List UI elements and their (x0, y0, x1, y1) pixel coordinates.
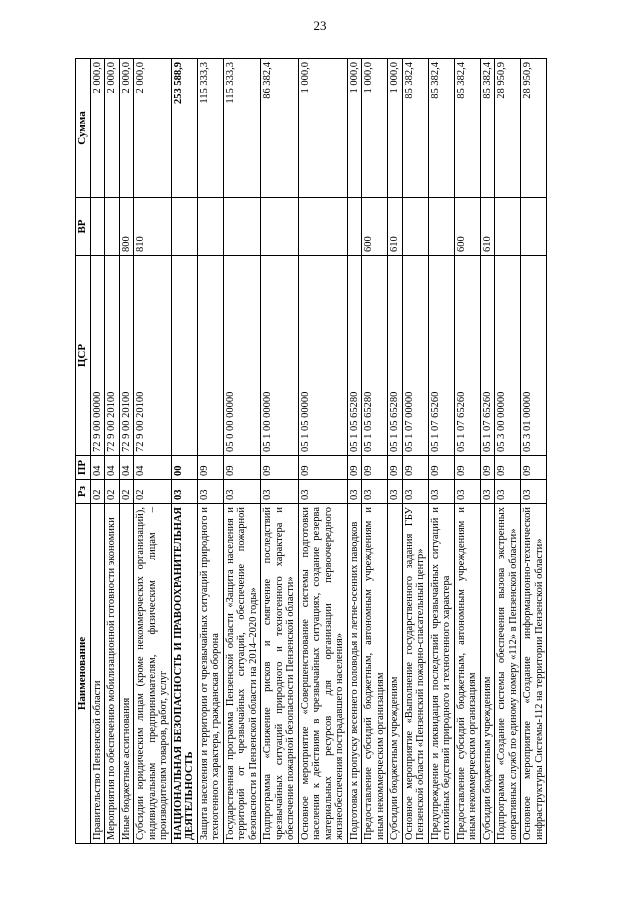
cell-sum: 85 382,4 (402, 59, 428, 198)
cell-csr (171, 256, 197, 456)
cell-vr (197, 198, 223, 256)
cell-sum: 2 000,0 (119, 59, 134, 198)
cell-vr (261, 198, 299, 256)
cell-pr: 04 (90, 456, 105, 480)
cell-pr: 09 (261, 456, 299, 480)
cell-vr (521, 198, 547, 256)
cell-name: Основное мероприятие «Выполнение государственного задания ГБУ Пензенской области «Пензенский пожарно-спасательный центр» (402, 504, 428, 844)
cell-sum: 2 000,0 (90, 59, 105, 198)
cell-csr: 05 1 05 65280 (362, 256, 388, 456)
cell-csr: 05 3 01 00000 (521, 256, 547, 456)
cell-csr: 05 3 00 00000 (495, 256, 521, 456)
cell-pr: 09 (454, 456, 480, 480)
cell-pr: 09 (495, 456, 521, 480)
table-row (223, 59, 261, 844)
cell-vr: 800 (119, 198, 134, 256)
table-row (428, 59, 454, 844)
header-name: Наименование (76, 504, 91, 844)
cell-csr: 72 9 00 00000 (90, 256, 105, 456)
cell-rz: 03 (454, 480, 480, 504)
cell-vr (298, 198, 347, 256)
cell-vr: 810 (134, 198, 172, 256)
cell-vr: 610 (388, 198, 403, 256)
table-row (402, 59, 428, 844)
cell-name: Подготовка к пропуску весеннего половодья и летне-осенних паводков (347, 504, 362, 844)
cell-name: Государственная программа Пензенской области «Защита населения и территорий от чрезвычайных ситуаций, обеспечение пожарной безопасности в Пензенской области на 2014–2020 годы» (223, 504, 261, 844)
cell-rz: 03 (261, 480, 299, 504)
cell-sum: 1 000,0 (388, 59, 403, 198)
table-row (197, 59, 223, 844)
cell-name: НАЦИОНАЛЬНАЯ БЕЗОПАСНОСТЬ И ПРАВООХРАНИТЕЛЬНАЯ ДЕЯТЕЛЬНОСТЬ (171, 504, 197, 844)
table-row (480, 59, 495, 844)
cell-sum: 85 382,4 (428, 59, 454, 198)
cell-rz: 03 (171, 480, 197, 504)
rotated-table-container (75, 59, 565, 844)
cell-pr: 09 (388, 456, 403, 480)
cell-vr: 600 (362, 198, 388, 256)
table-row (171, 59, 197, 844)
cell-rz: 03 (197, 480, 223, 504)
cell-pr: 04 (134, 456, 172, 480)
cell-sum: 28 950,9 (521, 59, 547, 198)
cell-name: Иные бюджетные ассигнования (119, 504, 134, 844)
cell-pr: 09 (428, 456, 454, 480)
cell-csr: 05 1 07 00000 (402, 256, 428, 456)
cell-csr: 05 1 07 65260 (428, 256, 454, 456)
cell-name: Субсидии юридическим лицам (кроме некоммерческих организаций), индивидуальным предпринимателям, физическим лицам – производителям товаров, работ, услуг (134, 504, 172, 844)
table-row (298, 59, 347, 844)
cell-rz: 03 (298, 480, 347, 504)
header-vr: ВР (76, 198, 91, 256)
cell-vr (402, 198, 428, 256)
cell-rz: 02 (90, 480, 105, 504)
cell-sum: 1 000,0 (362, 59, 388, 198)
cell-vr (347, 198, 362, 256)
cell-csr (197, 256, 223, 456)
cell-sum: 1 000,0 (347, 59, 362, 198)
cell-name: Основное мероприятие «Совершенствование системы подготовки населения к действиям в чрезвычайных ситуациях, создание резерва материальных ресурсов для организации первоочередного жизнеобеспечения пострадавшего населения» (298, 504, 347, 844)
cell-csr: 05 1 07 65260 (454, 256, 480, 456)
cell-vr (495, 198, 521, 256)
cell-rz: 03 (223, 480, 261, 504)
cell-pr: 09 (362, 456, 388, 480)
cell-sum: 85 382,4 (480, 59, 495, 198)
cell-vr (223, 198, 261, 256)
cell-name: Предоставление субсидий бюджетным, автономным учреждениям и иным некоммерческим организациям (362, 504, 388, 844)
cell-sum: 86 382,4 (261, 59, 299, 198)
cell-name: Мероприятия по обеспечению мобилизационной готовности экономики (105, 504, 120, 844)
cell-csr: 72 9 00 20100 (105, 256, 120, 456)
cell-pr: 09 (480, 456, 495, 480)
cell-vr (105, 198, 120, 256)
cell-rz: 03 (480, 480, 495, 504)
cell-csr: 05 1 05 00000 (298, 256, 347, 456)
cell-name: Правительство Пензенской области (90, 504, 105, 844)
table-row (134, 59, 172, 844)
cell-name: Субсидии бюджетным учреждениям (480, 504, 495, 844)
header-pr: ПР (76, 456, 91, 480)
cell-name: Предоставление субсидий бюджетным, автономным учреждениям и иным некоммерческим организациям (454, 504, 480, 844)
cell-pr: 09 (298, 456, 347, 480)
cell-csr: 72 9 00 20100 (119, 256, 134, 456)
header-csr: ЦСР (76, 256, 91, 456)
table-row (454, 59, 480, 844)
table-row (362, 59, 388, 844)
cell-vr (171, 198, 197, 256)
cell-sum: 2 000,0 (105, 59, 120, 198)
cell-vr: 610 (480, 198, 495, 256)
cell-vr (428, 198, 454, 256)
cell-name: Подпрограмма «Создание системы обеспечения вызова экстренных оперативных служб по единому номеру «112» в Пензенской области» (495, 504, 521, 844)
table-row (495, 59, 521, 844)
cell-pr: 09 (197, 456, 223, 480)
cell-sum: 253 588,9 (171, 59, 197, 198)
cell-rz: 03 (495, 480, 521, 504)
cell-rz: 03 (521, 480, 547, 504)
cell-name: Предупреждение и ликвидация последствий чрезвычайных ситуаций и стихийных бедствий природного и техногенного характера (428, 504, 454, 844)
table-row (347, 59, 362, 844)
table-row (261, 59, 299, 844)
cell-name: Основное мероприятие «Создание информационно-технической инфраструктуры Системы-112 на территории Пензенской области» (521, 504, 547, 844)
cell-rz: 02 (105, 480, 120, 504)
cell-csr: 05 1 05 65280 (347, 256, 362, 456)
budget-table (75, 58, 547, 844)
cell-csr: 05 1 07 65260 (480, 256, 495, 456)
cell-vr (90, 198, 105, 256)
table-row (105, 59, 120, 844)
cell-pr: 04 (105, 456, 120, 480)
cell-pr: 00 (171, 456, 197, 480)
cell-pr: 09 (223, 456, 261, 480)
cell-csr: 05 1 05 65280 (388, 256, 403, 456)
cell-name: Подпрограмма «Снижение рисков и смягчение последствий чрезвычайных ситуаций природного и техногенного характера и обеспечение пожарной безопасности Пензенской области» (261, 504, 299, 844)
cell-rz: 03 (428, 480, 454, 504)
cell-rz: 03 (402, 480, 428, 504)
table-row (388, 59, 403, 844)
cell-sum: 28 950,9 (495, 59, 521, 198)
cell-rz: 03 (347, 480, 362, 504)
cell-pr: 09 (521, 456, 547, 480)
table-row (521, 59, 547, 844)
page-number: 23 (313, 18, 327, 33)
table-body (90, 59, 547, 844)
cell-csr: 72 9 00 20100 (134, 256, 172, 456)
cell-pr: 09 (402, 456, 428, 480)
table-row (119, 59, 134, 844)
cell-rz: 03 (362, 480, 388, 504)
cell-sum: 85 382,4 (454, 59, 480, 198)
cell-csr: 05 0 00 00000 (223, 256, 261, 456)
cell-pr: 09 (347, 456, 362, 480)
cell-rz: 02 (134, 480, 172, 504)
table-header-row (76, 59, 91, 844)
cell-sum: 115 333,3 (223, 59, 261, 198)
header-sum: Сумма (76, 59, 91, 198)
cell-name: Защита населения и территории от чрезвычайных ситуаций природного и техногенного характера, гражданская оборона (197, 504, 223, 844)
cell-sum: 1 000,0 (298, 59, 347, 198)
cell-rz: 03 (388, 480, 403, 504)
cell-name: Субсидии бюджетным учреждениям (388, 504, 403, 844)
cell-vr: 600 (454, 198, 480, 256)
cell-sum: 2 000,0 (134, 59, 172, 198)
table-row (90, 59, 105, 844)
header-rz: Рз (76, 480, 91, 504)
cell-csr: 05 1 00 00000 (261, 256, 299, 456)
cell-pr: 04 (119, 456, 134, 480)
cell-rz: 02 (119, 480, 134, 504)
cell-sum: 115 333,3 (197, 59, 223, 198)
